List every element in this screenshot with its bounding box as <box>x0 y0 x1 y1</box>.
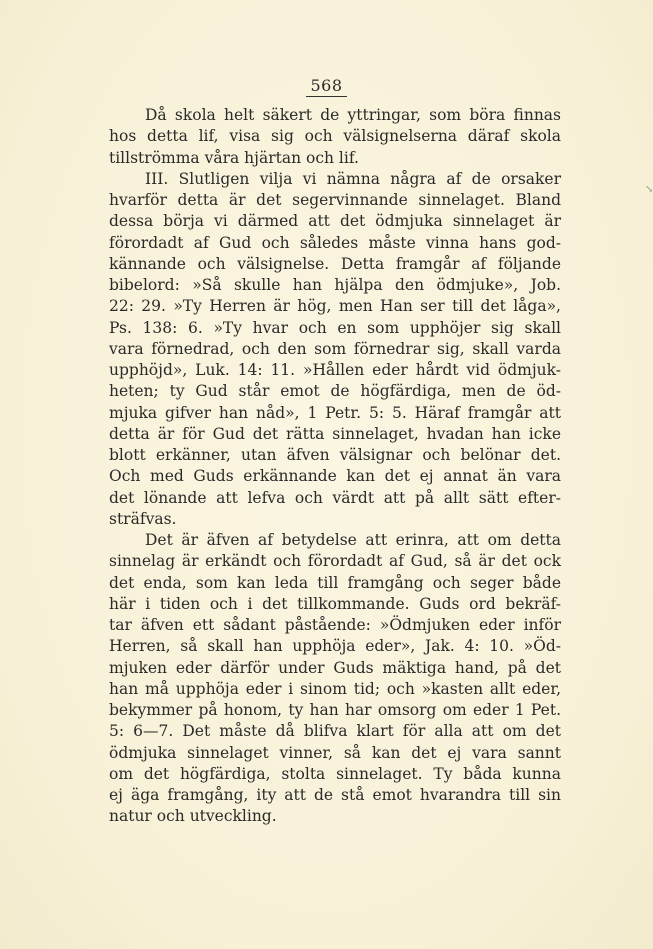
body-text <box>109 105 561 828</box>
text-line: om det högfärdiga, stolta sinnelaget. Ty båda kunna <box>109 764 561 783</box>
text-line: detta är för Gud det rätta sinnelaget, hvadan han icke <box>109 424 561 443</box>
text-line: dessa börja vi därmed att det ödmjuka sinnelaget är <box>109 212 561 231</box>
text-line: bibelord: »Så skulle han hjälpa den ödmjuke», Job. <box>109 276 561 294</box>
text-line: 5: 6—7. Det måste då blifva klart för alla att om det <box>109 722 561 741</box>
text-line: blott erkänner, utan äfven välsignar och belönar det. <box>109 446 561 464</box>
text-line: här i tiden och i det tillkommande. Guds ord bekräf- <box>109 594 561 613</box>
text-line: ödmjuka sinnelaget vinner, så kan det ej vara sannt <box>109 743 561 762</box>
text-line: Då skola helt säkert de yttringar, som böra finnas <box>145 106 561 124</box>
text-line: sinnelag är erkändt och förordadt af Gud, så är det ock <box>109 552 561 571</box>
text-line: det lönande att lefva och värdt att på allt sätt efter- <box>109 488 561 507</box>
text-line: heten; ty Gud står emot de högfärdiga, men de öd- <box>109 382 561 401</box>
text-line: kännande och välsignelse. Detta framgår af följande <box>109 254 561 273</box>
text-line: förordadt af Gud och således måste vinna hans god- <box>109 233 561 252</box>
text-line: Och med Guds erkännande kan det ej annat än vara <box>109 467 561 486</box>
text-line: 22: 29. »Ty Herren är hög, men Han ser till det låga», <box>109 297 561 316</box>
page-number-text: 568 <box>306 76 346 97</box>
text-line: upphöjd», Luk. 14: 11. »Hållen eder hårdt vid ödmjuk- <box>109 361 561 379</box>
text-line: Herren, så skall han upphöja eder», Jak. 4: 10. »Öd- <box>109 637 561 656</box>
margin-mark: ↘ <box>645 184 653 195</box>
text-line: hvarför detta är det segervinnande sinnelaget. Bland <box>109 191 561 209</box>
text-line: tar äfven ett sådant påstående: »Ödmjuken eder inför <box>109 616 561 634</box>
text-line: han må upphöja eder i sinom tid; och »kasten allt eder, <box>109 679 561 698</box>
text-line: Ps. 138: 6. »Ty hvar och en som upphöjer sig skall <box>109 318 561 337</box>
text-line: det enda, som kan leda till framgång och seger både <box>109 573 561 592</box>
page-number <box>0 76 653 97</box>
text-line: ej äga framgång, ity att de stå emot hvarandra till sin <box>109 786 561 804</box>
text-line: hos detta lif, visa sig och välsignelserna däraf skola <box>109 127 561 146</box>
text-line: bekymmer på honom, ty han har omsorg om eder 1 Pet. <box>109 701 561 719</box>
text-line: natur och utveckling. <box>109 807 277 826</box>
text-line: tillströmma våra hjärtan och lif. <box>109 148 359 167</box>
text-line: III. Slutligen vilja vi nämna några af de orsaker <box>145 169 561 188</box>
text-line: vara förnedrad, och den som förnedrar sig, skall varda <box>109 339 561 358</box>
text-line: mjuken eder därför under Guds mäktiga hand, på det <box>109 658 561 677</box>
text-line: sträfvas. <box>109 509 177 528</box>
text-line: mjuka gifver han nåd», 1 Petr. 5: 5. Häraf framgår att <box>109 403 561 422</box>
text-line: Det är äfven af betydelse att erinra, att om detta <box>145 531 561 549</box>
